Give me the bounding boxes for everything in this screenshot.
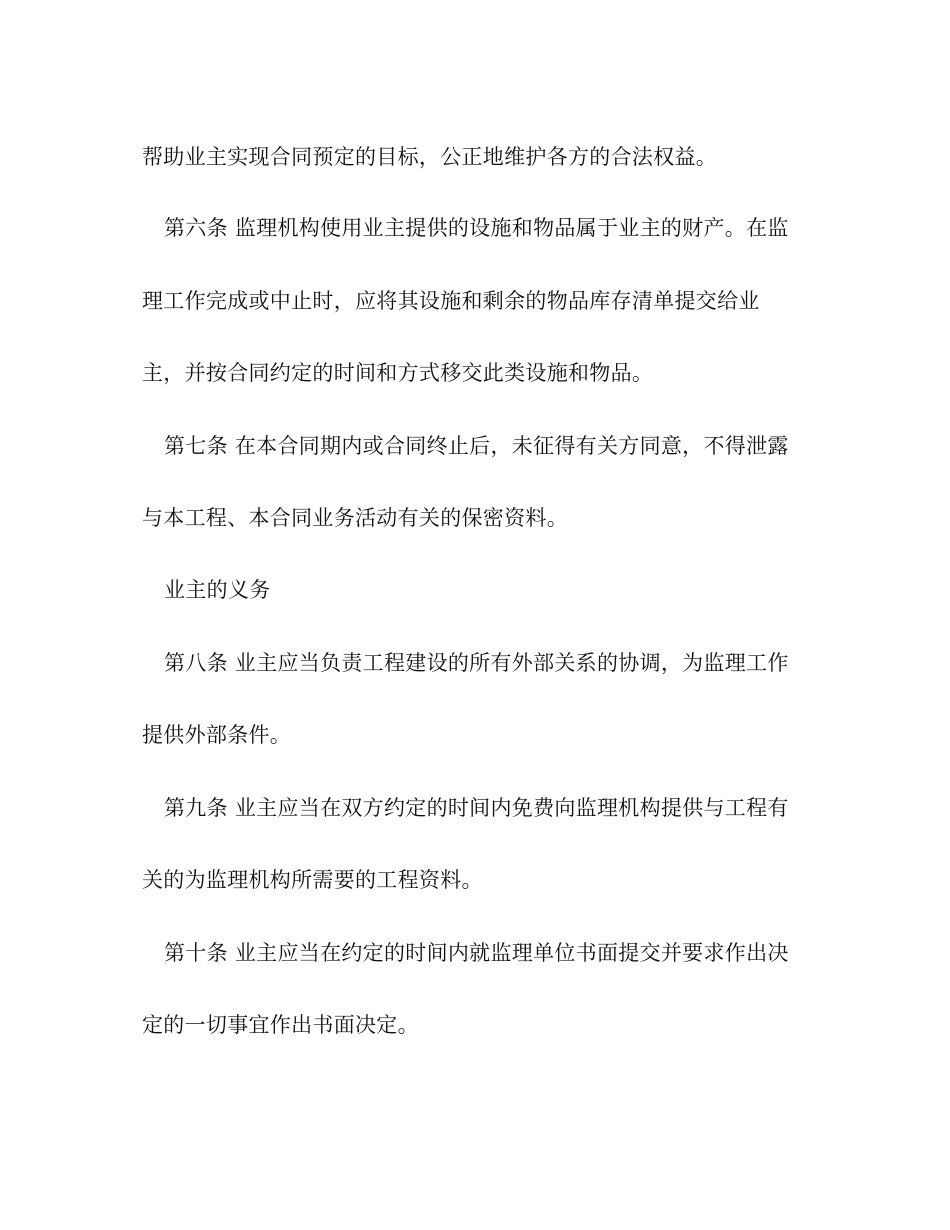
article-8-line-2: 提供外部条件。 bbox=[142, 723, 292, 747]
article-6-line-3: 主，并按合同约定的时间和方式移交此类设施和物品。 bbox=[142, 361, 654, 385]
article-9-line-2: 关的为监理机构所需要的工程资料。 bbox=[142, 868, 483, 892]
paragraph-line: 帮助业主实现合同预定的目标，公正地维护各方的合法权益。 bbox=[142, 145, 718, 169]
article-9-line-1: 第九条 业主应当在双方约定的时间内免费向监理机构提供与工程有 bbox=[164, 796, 789, 820]
article-6-line-1: 第六条 监理机构使用业主提供的设施和物品属于业主的财产。在监 bbox=[164, 216, 789, 240]
article-7-line-2: 与本工程、本合同业务活动有关的保密资料。 bbox=[142, 506, 568, 530]
article-8-line-1: 第八条 业主应当负责工程建设的所有外部关系的协调，为监理工作 bbox=[164, 651, 789, 675]
section-heading-owner-obligations: 业主的义务 bbox=[164, 578, 271, 602]
article-7-line-1: 第七条 在本合同期内或合同终止后，未征得有关方同意，不得泄露 bbox=[164, 434, 789, 458]
article-6-line-2: 理工作完成或中止时，应将其设施和剩余的物品库存清单提交给业 bbox=[142, 289, 760, 313]
article-10-line-1: 第十条 业主应当在约定的时间内就监理单位书面提交并要求作出决 bbox=[164, 941, 789, 965]
article-10-line-2: 定的一切事宜作出书面决定。 bbox=[142, 1013, 419, 1037]
